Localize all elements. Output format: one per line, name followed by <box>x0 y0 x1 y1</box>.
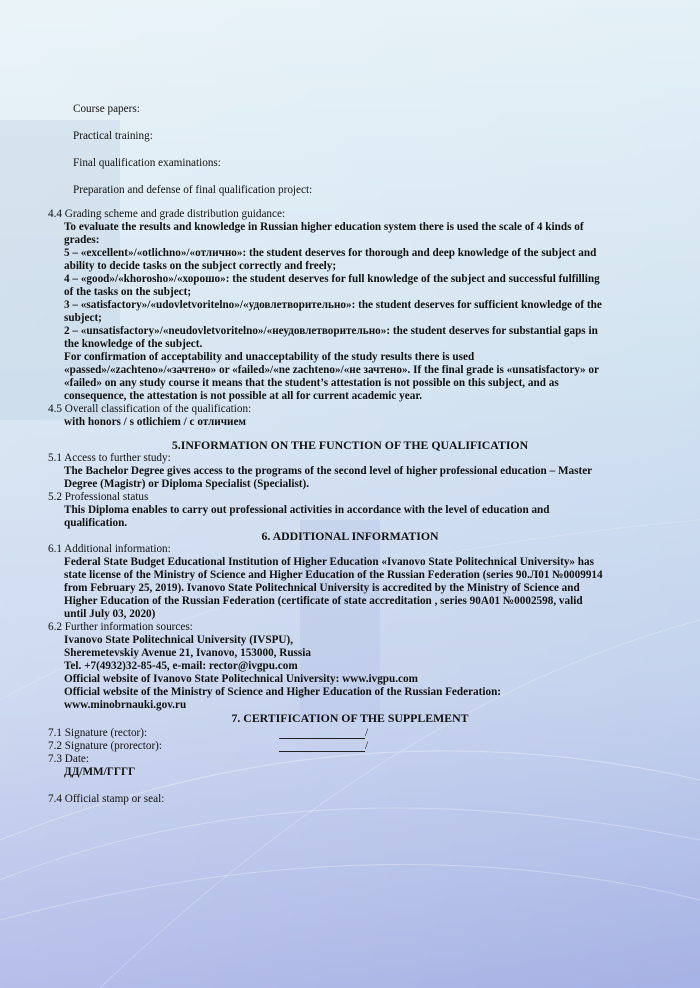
source-line: Tel. +7(4932)32-85-45, e-mail: rector@ivgpu.com <box>64 660 298 672</box>
source-line: www.minobrnauki.gov.ru <box>64 699 187 711</box>
access-line: Degree (Magistr) or Diploma Specialist (Specialist). <box>64 478 310 490</box>
additional-info-line: until July 03, 2020) <box>64 608 156 620</box>
grading-line: of the tasks on the subject; <box>64 286 192 298</box>
course-papers-label: Course papers: <box>73 103 140 115</box>
stamp-label: 7.4 Official stamp or seal: <box>48 793 165 805</box>
section-7-title: 7. CERTIFICATION OF THE SUPPLEMENT <box>231 711 469 725</box>
grading-line: 4 – «good»/«khorosho»/«хорошо»: the student deserves for full knowledge of the subject and successful fulfilling <box>64 273 600 285</box>
access-line: The Bachelor Degree gives access to the programs of the second level of higher professional education – Master <box>64 465 593 477</box>
rector-signature-slash: / <box>365 727 369 739</box>
source-line: Official website of the Ministry of Science and Higher Education of the Russian Federation: <box>64 686 502 698</box>
grading-line: consequence, the attestation is not possible at all for current academic year. <box>64 390 423 402</box>
grading-line: 3 – «satisfactory»/«udovletvoritelno»/«удовлетворительно»: the student deserves for sufficient knowledge of the <box>64 299 602 311</box>
section-6-title: 6. ADDITIONAL INFORMATION <box>261 529 439 543</box>
grading-line: For confirmation of acceptability and unacceptability of the study results there is used <box>64 351 475 363</box>
section-4-5-heading: 4.5 Overall classification of the qualification: <box>48 403 252 415</box>
additional-info-line: Federal State Budget Educational Institution of Higher Education «Ivanovo State Politechnical University» has <box>64 556 594 568</box>
source-line: Official website of Ivanovo State Politechnical University: www.ivgpu.com <box>64 673 418 685</box>
grading-line: grades: <box>64 234 100 246</box>
status-line: qualification. <box>64 517 128 529</box>
section-5-title: 5.INFORMATION ON THE FUNCTION OF THE QUALIFICATION <box>171 438 529 452</box>
source-line: Sheremetevskiy Avenue 21, Ivanovo, 153000, Russia <box>64 647 311 659</box>
final-project-label: Preparation and defense of final qualification project: <box>73 184 313 196</box>
section-5-2-heading: 5.2 Professional status <box>48 491 149 503</box>
grading-line: «passed»/«zachteno»/«зачтено» or «failed»/«ne zachteno»/«не зачтено». If the final grade is «unsatisfactory» or <box>64 364 599 376</box>
grading-line: the knowledge of the subject. <box>64 338 203 350</box>
grading-line: subject; <box>64 312 102 324</box>
prorector-signature-line <box>279 751 365 752</box>
section-6-2-heading: 6.2 Further information sources: <box>48 621 193 633</box>
rector-signature-label: 7.1 Signature (rector): <box>48 727 148 739</box>
prorector-signature-slash: / <box>365 740 369 752</box>
practical-training-label: Practical training: <box>73 130 153 142</box>
additional-info-line: from February 25, 2019). Ivanovo State Politechnical University is accredited by the Ministry of Science and <box>64 582 580 594</box>
grading-line: ability to decide tasks on the subject correctly and freely; <box>64 260 337 272</box>
additional-info-line: state license of the Ministry of Science and Higher Education of the Russian Federation (series 90.Л01 №0009914 <box>64 569 603 581</box>
additional-info-line: Higher Education of the Russian Federation (certificate of state accreditation , series 90A01 №0002598, valid <box>64 595 583 607</box>
grading-line: To evaluate the results and knowledge in Russian higher education system there is used the scale of 4 kinds of <box>64 221 584 233</box>
source-line: Ivanovo State Politechnical University (IVSPU), <box>64 634 294 646</box>
section-4-4-heading: 4.4 Grading scheme and grade distribution guidance: <box>48 208 286 220</box>
classification-value: with honors / s otlichiem / с отличием <box>64 416 247 428</box>
rector-signature-line <box>279 738 365 739</box>
grading-line: «failed» on any study course it means that the student’s attestation is not possible on this subject, and as <box>64 377 559 389</box>
date-value: ДД/ММ/ГГГГ <box>64 766 136 778</box>
section-5-1-heading: 5.1 Access to further study: <box>48 452 171 464</box>
status-line: This Diploma enables to carry out professional activities in accordance with the level of education and <box>64 504 550 516</box>
prorector-signature-label: 7.2 Signature (prorector): <box>48 740 163 752</box>
grading-line: 2 – «unsatisfactory»/«neudovletvoritelno»/«неудовлетворительно»: the student deserves for substantial gaps in <box>64 325 598 337</box>
final-exams-label: Final qualification examinations: <box>73 157 221 169</box>
section-6-1-heading: 6.1 Additional information: <box>48 543 171 555</box>
grading-line: 5 – «excellent»/«otlichno»/«отлично»: the student deserves for thorough and deep knowledge of the subject and <box>64 247 597 259</box>
date-label: 7.3 Date: <box>48 753 90 765</box>
